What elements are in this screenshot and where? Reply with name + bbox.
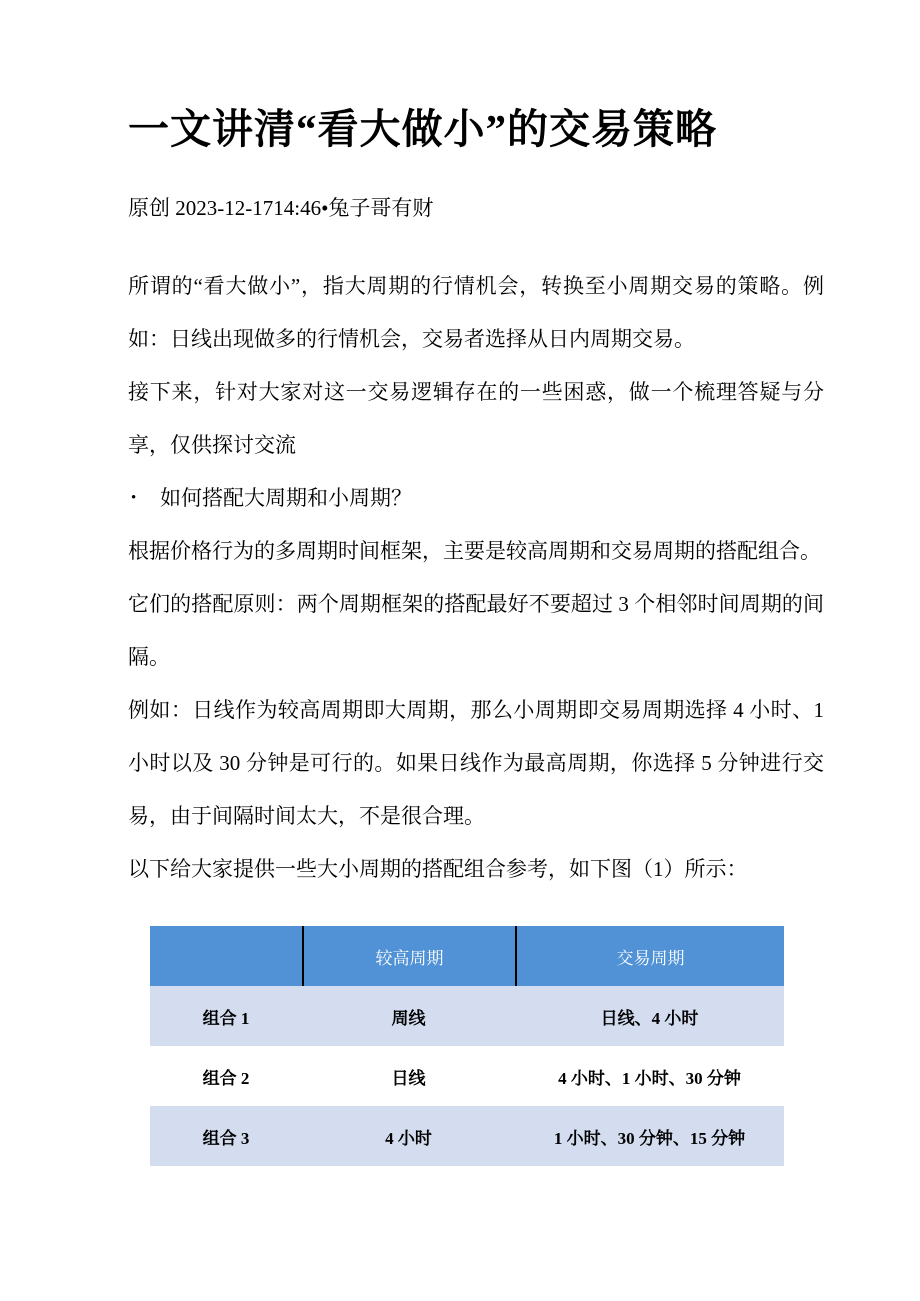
paragraph: 它们的搭配原则：两个周期框架的搭配最好不要超过 3 个相邻时间周期的间隔。 [128,592,824,669]
table-row [150,986,784,1046]
table-cell: 日线 [391,1068,426,1088]
table-header-row [150,926,784,986]
table-cell: 4 小时 [302,1106,515,1166]
article-body [128,260,824,1166]
table-cell: 组合 2 [202,1068,250,1088]
table-cell: 1 小时、30 分钟、15 分钟 [515,1106,784,1166]
bullet-item [128,472,824,525]
table-cell: 组合 1 [150,986,302,1046]
table-header-cell: 交易周期 [515,926,784,986]
paragraph: 所谓的“看大做小”，指大周期的行情机会，转换至小周期交易的策略。例如：日线出现做多的行情机会，交易者选择从日内周期交易。 [128,274,824,351]
table-cell: 组合 3 [150,1106,302,1166]
table-header-cell [150,926,302,986]
bullet-icon: • [131,490,137,506]
bullet-item-text: 如何搭配大周期和小周期？ [160,486,412,510]
period-pairing-table [150,926,784,1166]
paragraph: 根据价格行为的多周期时间框架，主要是较高周期和交易周期的搭配组合。 [128,539,821,563]
article-byline: 原创 2023-12-1714:46•兔子哥有财 [128,196,434,220]
article-title: 一文讲清“看大做小”的交易策略 [128,106,717,152]
table-row [150,1106,784,1166]
paragraph: 接下来，针对大家对这一交易逻辑存在的一些困惑，做一个梳理答疑与分享，仅供探讨交流 [128,380,824,457]
table-cell: 日线、4 小时 [515,986,784,1046]
table-row [150,1046,784,1106]
table-header-cell: 较高周期 [302,926,515,986]
paragraph: 以下给大家提供一些大小周期的搭配组合参考，如下图（1）所示： [128,857,748,881]
table-cell: 周线 [302,986,515,1046]
table-cell: 4 小时、1 小时、30 分钟 [558,1068,741,1088]
paragraph: 例如：日线作为较高周期即大周期，那么小周期即交易周期选择 4 小时、1 小时以及 30 分钟是可行的。如果日线作为最高周期，你选择 5 分钟进行交易，由于间隔时间太大，不是很合理。 [128,698,824,828]
